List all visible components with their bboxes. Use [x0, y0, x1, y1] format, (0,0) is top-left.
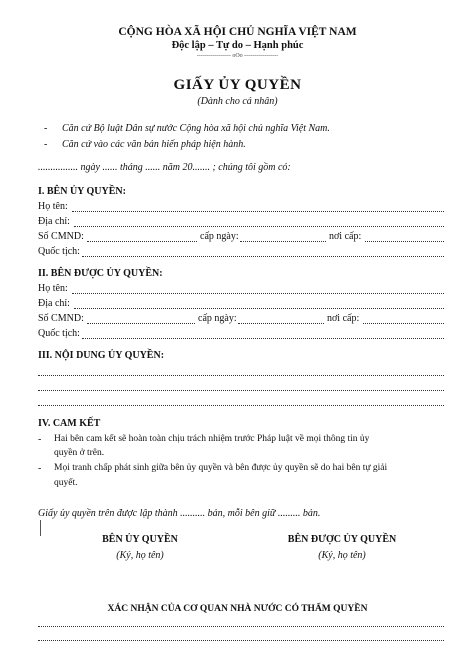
- document-title: GIẤY ỦY QUYỀN: [173, 77, 302, 93]
- bullet-dash: -: [44, 139, 48, 150]
- country-name: CỘNG HÒA XÃ HỘI CHỦ NGHĨA VIỆT NAM: [118, 26, 357, 38]
- content-fill-line: [38, 405, 444, 406]
- signer-right-note: (Ký, họ tên): [318, 550, 366, 561]
- field-label: nơi cấp:: [329, 231, 362, 242]
- field-label: Quốc tịch:: [38, 246, 80, 257]
- bullet-dash: -: [38, 463, 42, 474]
- field-label: Họ tên:: [38, 283, 68, 294]
- text-cursor: [40, 520, 41, 536]
- commitment-1-line-1: Hai bên cam kết sẽ hoàn toàn chịu trách nhiệm trước Pháp luật về mọi thông tin ủy: [54, 434, 370, 444]
- signer-left-title: BÊN ỦY QUYỀN: [102, 534, 178, 545]
- issue-place-fill-line: [363, 323, 444, 324]
- address-fill-line: [74, 308, 444, 309]
- name-fill-line: [72, 211, 444, 212]
- field-label: Số CMND:: [38, 313, 84, 324]
- bullet-dash: -: [38, 434, 42, 445]
- field-label: Địa chỉ:: [38, 298, 70, 309]
- field-label: Số CMND:: [38, 231, 84, 242]
- id-fill-line: [87, 241, 197, 242]
- nationality-fill-line: [82, 338, 444, 339]
- signer-left-note: (Ký, họ tên): [116, 550, 164, 561]
- section-1-heading: I. BÊN ỦY QUYỀN:: [38, 186, 126, 197]
- field-label: Địa chỉ:: [38, 216, 70, 227]
- commitment-1-line-2: quyền ở trên.: [54, 448, 105, 458]
- issue-place-fill-line: [365, 241, 444, 242]
- date-line: ................ ngày ...... tháng ...... năm 20....... ; chúng tôi gồm có:: [38, 162, 291, 173]
- commitment-2-line-1: Mọi tranh chấp phát sinh giữa bên ủy quyền và bên được ủy quyền sẽ do hai bên tự giải: [54, 463, 388, 473]
- motto: Độc lập – Tự do – Hạnh phúc: [171, 40, 304, 51]
- bullet-dash: -: [44, 123, 48, 134]
- commitment-2-line-2: quyết.: [54, 478, 78, 488]
- content-fill-line: [38, 375, 444, 376]
- confirmation-fill-line: [38, 640, 444, 641]
- confirmation-heading: XÁC NHẬN CỦA CƠ QUAN NHÀ NƯỚC CÓ THẨM QUYỀN: [107, 604, 368, 614]
- field-label: nơi cấp:: [327, 313, 360, 324]
- copies-line: Giấy ủy quyền trên được lập thành .......... bản, mỗi bên giữ ......... bản.: [38, 508, 321, 519]
- ornament-divider: ----------------- oOo -----------------: [196, 53, 279, 59]
- section-3-heading: III. NỘI DUNG ỦY QUYỀN:: [38, 350, 165, 361]
- address-fill-line: [74, 226, 444, 227]
- section-4-heading: IV. CAM KẾT: [38, 418, 101, 429]
- confirmation-fill-line: [38, 626, 444, 627]
- id-fill-line: [87, 323, 195, 324]
- name-fill-line: [72, 293, 444, 294]
- section-2-heading: II. BÊN ĐƯỢC ỦY QUYỀN:: [38, 268, 163, 279]
- nationality-fill-line: [82, 256, 444, 257]
- signer-right-title: BÊN ĐƯỢC ỦY QUYỀN: [287, 534, 397, 545]
- legal-basis-1: Căn cứ Bộ luật Dân sự nước Cộng hòa xã hội chủ nghĩa Việt Nam.: [62, 123, 330, 134]
- issue-date-fill-line: [238, 323, 324, 324]
- field-label: Họ tên:: [38, 201, 68, 212]
- field-label: cấp ngày:: [200, 231, 239, 242]
- legal-basis-2: Căn cứ vào các văn bản hiến pháp hiện hành.: [62, 139, 246, 150]
- field-label: Quốc tịch:: [38, 328, 80, 339]
- content-fill-line: [38, 390, 444, 391]
- issue-date-fill-line: [240, 241, 326, 242]
- field-label: cấp ngày:: [198, 313, 237, 324]
- document-subtitle: (Dành cho cá nhân): [197, 96, 278, 107]
